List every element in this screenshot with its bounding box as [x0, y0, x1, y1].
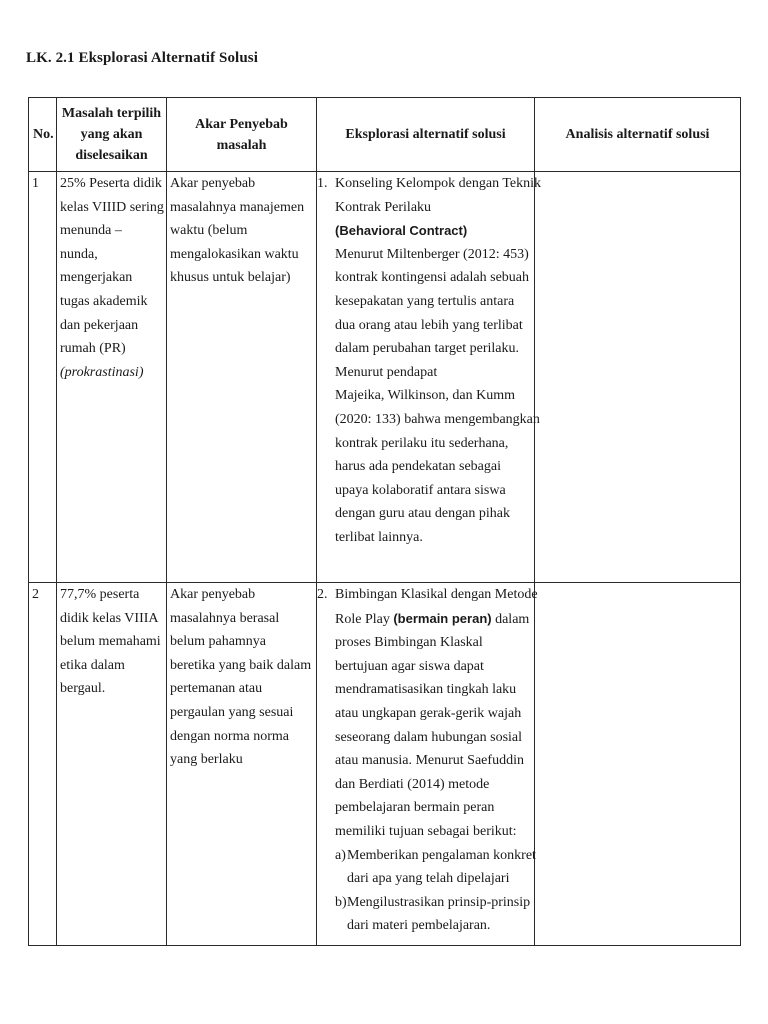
header-eksplorasi: Eksplorasi alternatif solusi: [317, 98, 535, 172]
akar-line: khusus untuk belajar): [170, 270, 291, 286]
akar-line: yang berlaku: [170, 752, 243, 768]
akar-line: belum pahamnya: [170, 634, 267, 650]
eksplorasi-line: mendramatisasikan tingkah laku: [335, 682, 517, 698]
masalah-line: 25% Peserta didik: [60, 176, 162, 191]
eksplorasi-line: (2020: 133) bahwa mengembangkan: [335, 411, 540, 427]
list-number: 2.: [317, 587, 328, 602]
header-masalah-line: yang akan: [80, 127, 143, 142]
sub-list-line: Mengilustrasikan prinsip-prinsip: [347, 894, 531, 910]
masalah-cell: [57, 583, 167, 946]
sub-list-marker: b): [335, 894, 347, 910]
header-akar: Akar Penyebab masalah: [167, 98, 317, 172]
eksplorasi-bold-term: (Behavioral Contract): [335, 223, 468, 239]
masalah-italic-term: (prokrastinasi): [60, 364, 144, 380]
eksplorasi-line: dan Berdiati (2014) metode: [335, 776, 490, 792]
eksplorasi-list-item: [317, 583, 538, 938]
akar-line: mengalokasikan waktu: [170, 246, 299, 262]
eksplorasi-mixed-line: [335, 607, 531, 632]
eksplorasi-line: kontrak perilaku itu sederhana,: [335, 435, 509, 451]
masalah-cell: [57, 172, 167, 583]
eksplorasi-line: atau manusia. Menurut Saefuddin: [335, 753, 524, 769]
eksplorasi-line: terlibat lainnya.: [335, 529, 423, 545]
list-number: 1.: [317, 176, 328, 191]
eksplorasi-line: Bimbingan Klasikal dengan Metode: [335, 587, 538, 602]
eksplorasi-cell: [317, 583, 538, 946]
sub-list-item: [335, 844, 536, 891]
akar-line: masalahnya manajemen: [170, 199, 305, 215]
solution-exploration-table: [28, 97, 741, 946]
masalah-line: rumah (PR): [60, 341, 126, 357]
eksplorasi-line: harus ada pendekatan sebagai: [335, 459, 501, 475]
akar-line: waktu (belum: [170, 223, 248, 239]
eksplorasi-line: dengan guru atau dengan pihak: [335, 506, 510, 522]
header-analisis: Analisis alternatif solusi: [535, 98, 741, 172]
sub-list-marker: a): [335, 847, 346, 863]
header-masalah-line: Masalah terpilih: [61, 106, 162, 121]
header-masalah: [57, 98, 167, 172]
eksplorasi-text: Role Play: [335, 611, 394, 627]
header-masalah-line: diselesaikan: [75, 148, 148, 163]
sub-list-line: Memberikan pengalaman konkret: [347, 847, 536, 863]
masalah-line: mengerjakan: [60, 270, 133, 286]
masalah-line: belum memahami: [60, 634, 161, 650]
akar-cell: [167, 583, 317, 946]
table-header-row: [29, 98, 741, 172]
eksplorasi-line: proses Bimbingan Klaskal: [335, 635, 483, 651]
sub-list-item: [335, 891, 531, 938]
masalah-line: tugas akademik: [60, 293, 148, 309]
eksplorasi-cell: [317, 172, 542, 583]
header-no: No.: [29, 98, 57, 172]
akar-line: dengan norma norma: [170, 728, 289, 744]
sub-list-line: dari materi pembelajaran.: [347, 918, 491, 934]
masalah-line: kelas VIIID sering: [60, 199, 164, 215]
masalah-line: didik kelas VIIIA: [60, 610, 159, 626]
eksplorasi-line: atau ungkapan gerak-gerik wajah: [335, 705, 522, 721]
akar-line: pertemanan atau: [170, 681, 263, 697]
akar-line: masalahnya berasal: [170, 610, 280, 626]
table-row: [29, 583, 741, 946]
eksplorasi-line: pembelajaran bermain peran: [335, 800, 495, 816]
eksplorasi-line: dalam perubahan target perilaku.: [335, 341, 519, 357]
table-row: [29, 172, 741, 583]
eksplorasi-line: memiliki tujuan sebagai berikut:: [335, 823, 517, 839]
eksplorasi-line: upaya kolaboratif antara siswa: [335, 482, 506, 498]
eksplorasi-line: dua orang atau lebih yang terlibat: [335, 317, 523, 333]
eksplorasi-line: Menurut Miltenberger (2012: 453): [335, 246, 529, 262]
eksplorasi-line: Konseling Kelompok dengan Teknik: [335, 176, 542, 191]
eksplorasi-bold-term: (bermain peran): [393, 610, 492, 626]
masalah-line: bergaul.: [60, 681, 106, 697]
eksplorasi-line: bertujuan agar siswa dapat: [335, 658, 484, 674]
eksplorasi-list-item: [317, 172, 542, 550]
akar-line: beretika yang baik dalam: [170, 657, 312, 673]
eksplorasi-line: Menurut pendapat: [335, 364, 438, 380]
masalah-line: menunda –: [60, 223, 122, 239]
sub-list-line: dari apa yang telah dipelajari: [347, 871, 510, 887]
akar-line: Akar penyebab: [170, 587, 256, 602]
eksplorasi-line: kontrak kontingensi adalah sebuah: [335, 270, 530, 286]
akar-line: pergaulan yang sesuai: [170, 704, 294, 720]
eksplorasi-line: seseorang dalam hubungan sosial: [335, 729, 523, 745]
row-number: 1: [29, 172, 57, 583]
masalah-line: nunda,: [60, 246, 98, 262]
akar-line: Akar penyebab: [170, 176, 256, 191]
akar-cell: [167, 172, 317, 583]
masalah-line: etika dalam: [60, 657, 125, 673]
page-title: LK. 2.1 Eksplorasi Alternatif Solusi: [26, 50, 258, 66]
row-number: 2: [29, 583, 57, 946]
masalah-line: 77,7% peserta: [60, 587, 140, 602]
eksplorasi-line: kesepakatan yang tertulis antara: [335, 293, 515, 309]
eksplorasi-line: Kontrak Perilaku: [335, 199, 432, 215]
analisis-cell: [535, 583, 741, 946]
eksplorasi-text: dalam: [491, 611, 530, 627]
masalah-line: dan pekerjaan: [60, 317, 139, 333]
eksplorasi-line: Majeika, Wilkinson, dan Kumm: [335, 388, 515, 404]
analisis-cell: [535, 172, 741, 583]
